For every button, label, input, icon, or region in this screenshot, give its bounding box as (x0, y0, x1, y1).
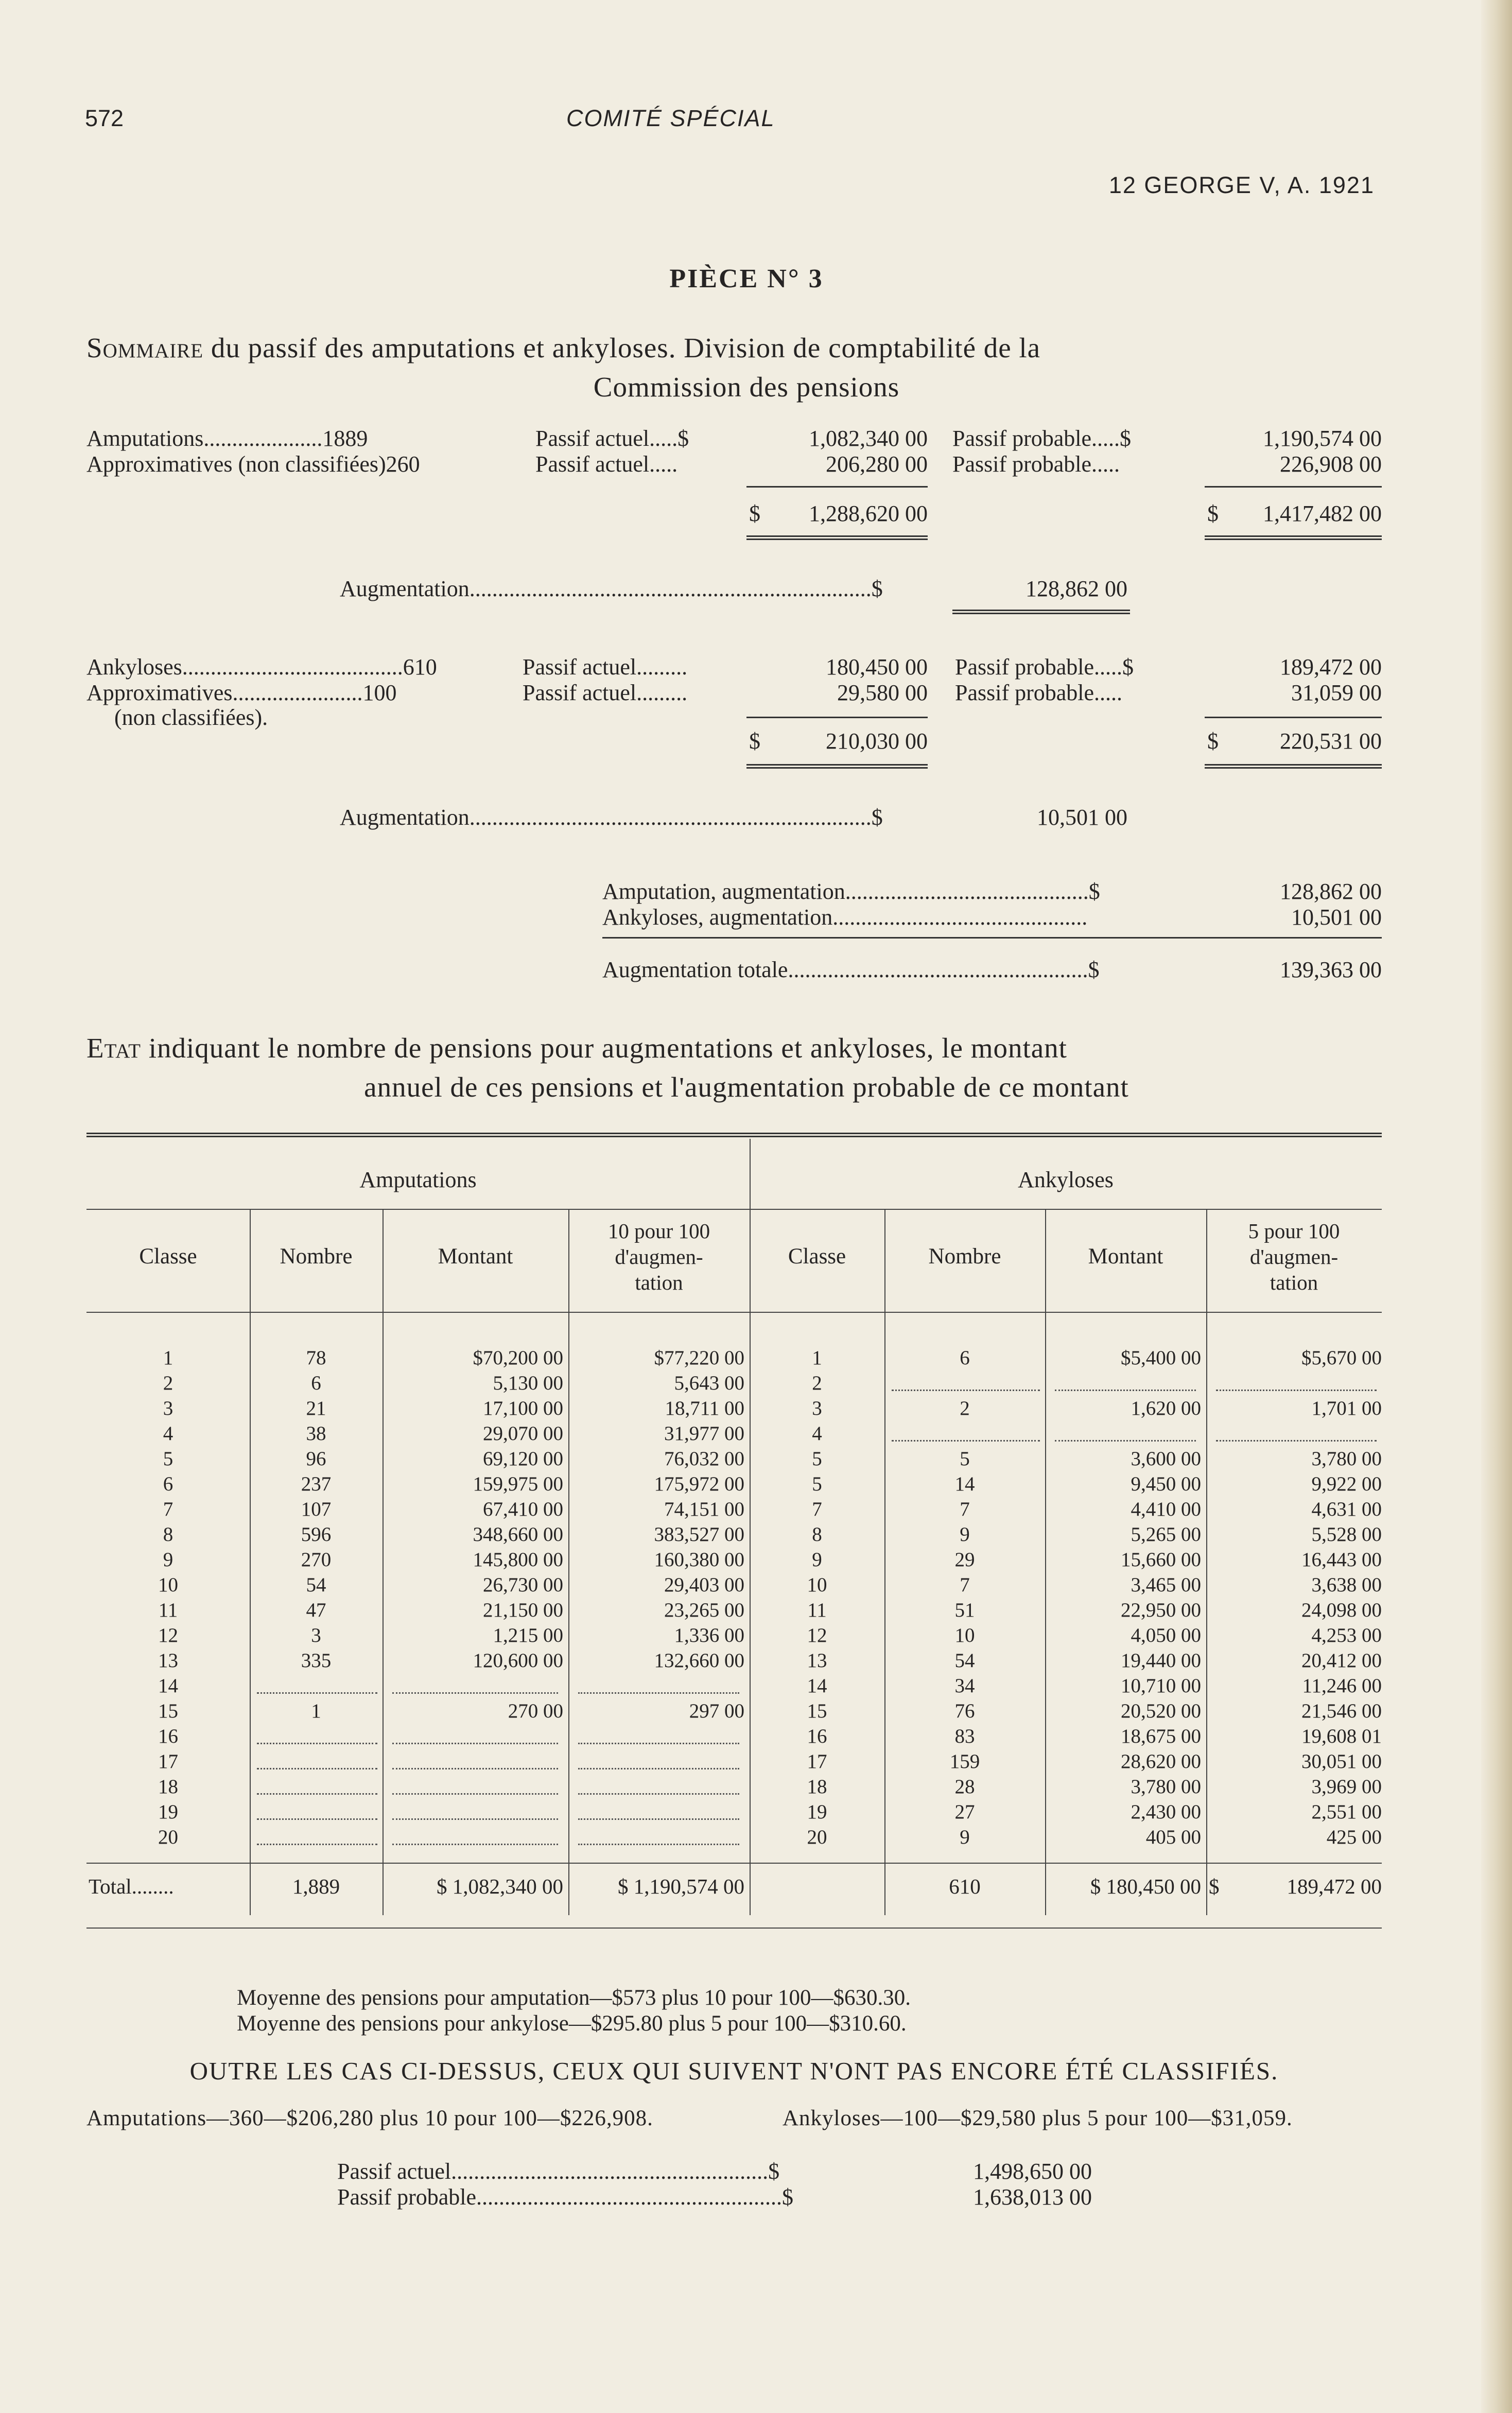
summary-title-line2: Commission des pensions (593, 371, 900, 403)
cell-nombre-ank: 7 (960, 1574, 970, 1596)
cell-nombre-ank: 28 (954, 1776, 975, 1798)
cell-aug-amp: 132,660 00 (654, 1650, 744, 1672)
cell-classe-amp: 3 (163, 1397, 173, 1419)
col-header-aug5-line2: d'augmen- (1249, 1245, 1339, 1269)
total-montant-amp: $ 1,082,340 00 (437, 1874, 563, 1898)
ank-row2-probable-label: Passif probable..... (955, 680, 1123, 705)
cell-montant-ank: 20,520 00 (1121, 1700, 1201, 1722)
amp-row1-actuel-value: 1,082,340 00 (809, 426, 928, 451)
amp-row1-probable-value: 1,190,574 00 (1263, 426, 1382, 451)
cell-classe-amp: 8 (163, 1523, 173, 1546)
ank-augmentation-label: Augmentation.......................................................................$ (340, 805, 883, 830)
cell-nombre-ank: 83 (954, 1725, 975, 1747)
cell-aug-amp: 383,527 00 (654, 1523, 744, 1546)
cell-classe-amp: 16 (158, 1725, 178, 1747)
cell-classe-ank: 13 (807, 1650, 827, 1672)
moyenne-amputation: Moyenne des pensions pour amputation—$573 plus 10 pour 100—$630.30. (237, 1986, 911, 2010)
table-top-double-rule (86, 1133, 1382, 1137)
cell-aug-ank: 1,701 00 (1311, 1397, 1382, 1419)
ank-total-double-rule-probable (1205, 764, 1382, 769)
amp-row2-probable-value: 226,908 00 (1280, 452, 1382, 477)
cell-classe-amp: 18 (158, 1776, 178, 1798)
ank-row1-probable-value: 189,472 00 (1280, 654, 1382, 680)
ank-total-double-rule-actuel (746, 764, 928, 769)
cell-montant-ank: 28,620 00 (1121, 1750, 1201, 1773)
cell-montant-ank: 18,675 00 (1121, 1725, 1201, 1747)
cell-nombre-amp: 596 (301, 1523, 332, 1546)
cell-montant-amp: 26,730 00 (483, 1574, 563, 1596)
cell-aug-amp: 31,977 00 (664, 1422, 744, 1445)
ank-row1-actuel-value: 180,450 00 (826, 654, 928, 680)
cell-aug-amp: 76,032 00 (664, 1448, 744, 1470)
total-aug-ank: 189,472 00 (1287, 1874, 1382, 1898)
amp-row1-probable-label: Passif probable.....$ (952, 426, 1132, 451)
cell-nombre-amp: 1 (311, 1700, 321, 1722)
cell-classe-amp: 2 (163, 1372, 173, 1394)
cell-nombre-ank: 10 (954, 1624, 975, 1646)
empty-cell-leader (392, 1768, 558, 1769)
cell-aug-amp: 18,711 00 (665, 1397, 744, 1419)
amp-row2-probable-label: Passif probable..... (952, 452, 1120, 477)
table-divider-6 (1045, 1210, 1046, 1915)
empty-cell-leader (578, 1768, 739, 1769)
cell-aug-amp: 23,265 00 (664, 1599, 744, 1621)
cell-nombre-amp: 47 (306, 1599, 326, 1621)
ank-subtotal-rule-probable (1205, 717, 1382, 718)
cell-classe-ank: 14 (807, 1675, 827, 1697)
ank-total-probable-value: 220,531 00 (1280, 728, 1382, 754)
cell-classe-ank: 2 (812, 1372, 822, 1394)
recap-total-value: 139,363 00 (1280, 957, 1382, 982)
amp-total-probable-value: 1,417,482 00 (1263, 501, 1382, 526)
group-header-ankyloses: Ankyloses (1018, 1167, 1114, 1192)
cell-nombre-ank: 76 (954, 1700, 975, 1722)
cell-classe-ank: 8 (812, 1523, 822, 1546)
ank-augmentation-value: 10,501 00 (1037, 805, 1127, 830)
cell-classe-ank: 19 (807, 1801, 827, 1823)
cell-montant-ank: 9,450 00 (1131, 1473, 1201, 1495)
cell-aug-amp: 297 00 (689, 1700, 744, 1722)
page-number: 572 (85, 105, 124, 131)
cell-nombre-amp: 54 (306, 1574, 326, 1596)
ank-row1-label: Ankyloses.......................................610 (86, 654, 437, 680)
cell-classe-ank: 5 (812, 1473, 822, 1495)
cell-montant-amp: 21,150 00 (483, 1599, 563, 1621)
cell-classe-ank: 11 (807, 1599, 827, 1621)
total-top-rule (86, 1863, 1382, 1864)
footer-amputations-line: Amputations—360—$206,280 plus 10 pour 100—$226,908. (86, 2106, 653, 2130)
col-header-rule (86, 1312, 1382, 1313)
empty-cell-leader (257, 1844, 377, 1845)
cell-montant-amp: 159,975 00 (473, 1473, 563, 1495)
cell-classe-amp: 1 (163, 1347, 173, 1369)
ank-row2-label: Approximatives.......................100 (86, 680, 397, 705)
col-header-nombre-2: Nombre (928, 1244, 1001, 1269)
cell-classe-amp: 11 (158, 1599, 178, 1621)
running-title: COMITÉ SPÉCIAL (566, 105, 775, 131)
empty-cell-leader (257, 1743, 377, 1744)
cell-montant-ank: 3,780 00 (1131, 1776, 1201, 1798)
col-header-aug5-line3: tation (1270, 1271, 1318, 1294)
cell-montant-amp: 17,100 00 (483, 1397, 563, 1419)
cell-nombre-amp: 107 (301, 1498, 332, 1520)
recap-rule (602, 937, 1382, 939)
cell-classe-ank: 7 (812, 1498, 822, 1520)
cell-montant-ank: 2,430 00 (1131, 1801, 1201, 1823)
cell-nombre-amp: 237 (301, 1473, 332, 1495)
col-header-montant-2: Montant (1088, 1244, 1163, 1269)
recap-amputation-value: 128,862 00 (1280, 879, 1382, 904)
cell-classe-ank: 1 (812, 1347, 822, 1369)
empty-cell-leader (392, 1844, 558, 1845)
ank-row2-sublabel: (non classifiées). (114, 705, 268, 730)
page-spine-shadow (1481, 0, 1512, 2413)
empty-cell-leader (392, 1818, 558, 1820)
cell-montant-ank: 10,710 00 (1121, 1675, 1201, 1697)
ank-row2-actuel-value: 29,580 00 (837, 680, 928, 705)
cell-montant-amp: 67,410 00 (483, 1498, 563, 1520)
cell-classe-ank: 12 (807, 1624, 827, 1646)
amp-total-actuel-value: 1,288,620 00 (809, 501, 928, 526)
cell-montant-ank: 15,660 00 (1121, 1549, 1201, 1571)
empty-cell-leader (1055, 1390, 1196, 1391)
cell-nombre-amp: 6 (311, 1372, 321, 1394)
cell-classe-ank: 16 (807, 1725, 827, 1747)
cell-classe-ank: 15 (807, 1700, 827, 1722)
amp-row1-label: Amputations.....................1889 (86, 426, 368, 451)
cell-montant-amp: $70,200 00 (473, 1347, 563, 1369)
cell-aug-ank: 9,922 00 (1311, 1473, 1382, 1495)
table-divider-2 (383, 1210, 384, 1915)
amp-augmentation-value: 128,862 00 (1026, 576, 1127, 601)
cell-aug-ank: $5,670 00 (1301, 1347, 1382, 1369)
cell-aug-ank: 24,098 00 (1301, 1599, 1382, 1621)
cell-nombre-ank: 51 (954, 1599, 975, 1621)
group-header-rule (86, 1209, 1382, 1210)
amp-total-actuel-currency: $ (749, 501, 760, 526)
cell-montant-amp: 1,215 00 (493, 1624, 563, 1646)
cell-classe-ank: 17 (807, 1750, 827, 1773)
table-divider-3 (568, 1210, 569, 1915)
cell-aug-ank: 19,608 01 (1301, 1725, 1382, 1747)
cell-nombre-amp: 21 (306, 1397, 326, 1419)
total-aug-ank-currency: $ (1209, 1874, 1220, 1898)
cell-montant-amp: 29,070 00 (483, 1422, 563, 1445)
session-label: 12 GEORGE V, A. 1921 (1108, 172, 1375, 198)
cell-montant-ank: 3,465 00 (1131, 1574, 1201, 1596)
amp-total-probable-currency: $ (1207, 501, 1219, 526)
cell-classe-amp: 12 (158, 1624, 178, 1646)
cell-aug-ank: 3,638 00 (1311, 1574, 1382, 1596)
cell-aug-amp: 160,380 00 (654, 1549, 744, 1571)
cell-nombre-ank: 29 (954, 1549, 975, 1571)
cell-nombre-ank: 7 (960, 1498, 970, 1520)
ank-row1-actuel-label: Passif actuel......... (523, 654, 688, 680)
cell-aug-ank: 3,969 00 (1311, 1776, 1382, 1798)
cell-montant-amp: 69,120 00 (483, 1448, 563, 1470)
empty-cell-leader (392, 1692, 558, 1694)
amp-row1-actuel-label: Passif actuel.....$ (535, 426, 689, 451)
empty-cell-leader (392, 1743, 558, 1744)
cell-classe-ank: 9 (812, 1549, 822, 1571)
amp-row2-actuel-value: 206,280 00 (826, 452, 928, 477)
cell-classe-amp: 9 (163, 1549, 173, 1571)
cell-montant-amp: 145,800 00 (473, 1549, 563, 1571)
cell-nombre-ank: 54 (954, 1650, 975, 1672)
cell-aug-amp: $77,220 00 (654, 1347, 744, 1369)
col-header-aug5 (1206, 1218, 1382, 1295)
cell-aug-amp: 175,972 00 (654, 1473, 744, 1495)
amp-subtotal-rule-probable (1205, 486, 1382, 488)
empty-cell-leader (578, 1743, 739, 1744)
etat-title (86, 1032, 1067, 1064)
empty-cell-leader (578, 1818, 739, 1820)
recap-ankyloses-label: Ankyloses, augmentation............................................. (602, 905, 1088, 930)
cell-aug-ank: 20,412 00 (1301, 1650, 1382, 1672)
cell-montant-ank: 19,440 00 (1121, 1650, 1201, 1672)
cell-montant-ank: 1,620 00 (1131, 1397, 1201, 1419)
col-header-nombre-1: Nombre (280, 1244, 353, 1269)
group-header-amputations: Amputations (359, 1167, 477, 1192)
etat-title-lead: Etat (86, 1032, 141, 1064)
cell-montant-ank: 4,050 00 (1131, 1624, 1201, 1646)
cell-classe-amp: 17 (158, 1750, 178, 1773)
empty-cell-leader (257, 1768, 377, 1769)
cell-aug-ank: 4,631 00 (1311, 1498, 1382, 1520)
cell-classe-amp: 4 (163, 1422, 173, 1445)
recap-amputation-label: Amputation, augmentation...........................................$ (602, 879, 1100, 904)
empty-cell-leader (257, 1818, 377, 1820)
ank-row1-probable-label: Passif probable.....$ (955, 654, 1134, 680)
summary-title-text: du passif des amputations et ankyloses. Division de comptabilité de la (211, 332, 1041, 363)
cell-aug-amp: 1,336 00 (674, 1624, 744, 1646)
cell-nombre-amp: 78 (306, 1347, 326, 1369)
col-header-aug10-line2: d'augmen- (615, 1245, 703, 1269)
cell-aug-ank: 3,780 00 (1311, 1448, 1382, 1470)
cell-classe-amp: 15 (158, 1700, 178, 1722)
empty-cell-leader (1055, 1440, 1196, 1442)
total-nombre-amp: 1,889 (292, 1874, 340, 1898)
amp-row2-actuel-label: Passif actuel..... (535, 452, 678, 477)
ank-total-actuel-currency: $ (749, 728, 760, 754)
empty-cell-leader (257, 1793, 377, 1795)
cell-montant-amp: 348,660 00 (473, 1523, 563, 1546)
moyenne-ankylose: Moyenne des pensions pour ankylose—$295.80 plus 5 pour 100—$310.60. (237, 2011, 907, 2036)
amp-augmentation-label: Augmentation.......................................................................$ (340, 576, 883, 601)
cell-classe-amp: 10 (158, 1574, 178, 1596)
amp-row2-label: Approximatives (non classifiées)260 (86, 452, 420, 477)
empty-cell-leader (578, 1692, 739, 1694)
cell-nombre-ank: 14 (954, 1473, 975, 1495)
passif-probable-label: Passif probable......................................................$ (337, 2184, 794, 2210)
cell-aug-amp: 5,643 00 (674, 1372, 744, 1394)
cell-classe-amp: 6 (163, 1473, 173, 1495)
etat-title-line2: annuel de ces pensions et l'augmentation probable de ce montant (364, 1071, 1129, 1103)
empty-cell-leader (1216, 1440, 1377, 1442)
cell-montant-amp: 5,130 00 (493, 1372, 563, 1394)
col-header-aug10 (568, 1218, 750, 1295)
recap-total-label: Augmentation totale.....................................................$ (602, 957, 1100, 982)
empty-cell-leader (892, 1390, 1040, 1391)
cell-nombre-ank: 9 (960, 1826, 970, 1848)
empty-cell-leader (892, 1440, 1040, 1442)
cell-aug-ank: 425 00 (1326, 1826, 1382, 1848)
piece-title: PIÈCE N° 3 (669, 264, 824, 293)
etat-title-text: indiquant le nombre de pensions pour augmentations et ankyloses, le montant (148, 1032, 1067, 1064)
summary-title (86, 332, 1040, 364)
summary-title-lead: Sommaire (86, 332, 204, 363)
cell-nombre-ank: 2 (960, 1397, 970, 1419)
cell-classe-amp: 20 (158, 1826, 178, 1848)
cell-nombre-ank: 5 (960, 1448, 970, 1470)
cell-montant-ank: $5,400 00 (1121, 1347, 1201, 1369)
passif-probable-value: 1,638,013 00 (973, 2184, 1092, 2210)
cell-nombre-amp: 3 (311, 1624, 321, 1646)
cell-aug-ank: 4,253 00 (1311, 1624, 1382, 1646)
cell-classe-amp: 7 (163, 1498, 173, 1520)
cell-nombre-amp: 335 (301, 1650, 332, 1672)
empty-cell-leader (392, 1793, 558, 1795)
table-divider-7 (1206, 1210, 1207, 1915)
amp-subtotal-rule-actuel (746, 486, 928, 488)
ank-total-probable-currency: $ (1207, 728, 1219, 754)
amp-total-double-rule-probable (1205, 535, 1382, 540)
amp-augmentation-double-rule (952, 610, 1130, 614)
cell-classe-ank: 20 (807, 1826, 827, 1848)
ank-total-actuel-value: 210,030 00 (826, 728, 928, 754)
ank-row2-probable-value: 31,059 00 (1291, 680, 1382, 705)
cell-aug-ank: 5,528 00 (1311, 1523, 1382, 1546)
cell-nombre-amp: 96 (306, 1448, 326, 1470)
cell-nombre-ank: 34 (954, 1675, 975, 1697)
passif-actuel-label: Passif actuel........................................................$ (337, 2159, 780, 2184)
col-header-aug5-line1: 5 pour 100 (1248, 1219, 1340, 1243)
cell-classe-ank: 10 (807, 1574, 827, 1596)
col-header-montant-1: Montant (438, 1244, 513, 1269)
cell-montant-ank: 5,265 00 (1131, 1523, 1201, 1546)
cell-montant-ank: 405 00 (1145, 1826, 1201, 1848)
col-header-aug10-line3: tation (635, 1271, 683, 1294)
cell-nombre-ank: 159 (949, 1750, 980, 1773)
cell-classe-ank: 3 (812, 1397, 822, 1419)
cell-classe-amp: 13 (158, 1650, 178, 1672)
cell-classe-ank: 18 (807, 1776, 827, 1798)
total-label: Total........ (89, 1874, 174, 1898)
total-aug-amp: $ 1,190,574 00 (618, 1874, 744, 1898)
cell-montant-ank: 22,950 00 (1121, 1599, 1201, 1621)
total-montant-ank: $ 180,450 00 (1090, 1874, 1201, 1898)
cell-aug-ank: 2,551 00 (1311, 1801, 1382, 1823)
cell-nombre-amp: 270 (301, 1549, 332, 1571)
cell-classe-amp: 14 (158, 1675, 178, 1697)
cell-aug-ank: 11,246 00 (1302, 1675, 1382, 1697)
cell-montant-amp: 270 00 (508, 1700, 563, 1722)
recap-ankyloses-value: 10,501 00 (1291, 905, 1382, 930)
cell-aug-ank: 30,051 00 (1301, 1750, 1382, 1773)
footer-ankyloses-line: Ankyloses—100—$29,580 plus 5 pour 100—$31,059. (783, 2106, 1293, 2130)
cell-nombre-amp: 38 (306, 1422, 326, 1445)
cell-nombre-ank: 6 (960, 1347, 970, 1369)
cell-aug-ank: 16,443 00 (1301, 1549, 1382, 1571)
cell-nombre-ank: 9 (960, 1523, 970, 1546)
col-header-classe-2: Classe (788, 1244, 846, 1269)
cell-classe-ank: 4 (812, 1422, 822, 1445)
ank-row2-actuel-label: Passif actuel......... (523, 680, 688, 705)
passif-actuel-value: 1,498,650 00 (973, 2159, 1092, 2184)
cell-classe-ank: 5 (812, 1448, 822, 1470)
cell-nombre-ank: 27 (954, 1801, 975, 1823)
cell-classe-amp: 5 (163, 1448, 173, 1470)
outre-heading: OUTRE LES CAS CI-DESSUS, CEUX QUI SUIVENT N'ONT PAS ENCORE ÉTÉ CLASSIFIÉS. (189, 2057, 1279, 2085)
amp-total-double-rule-actuel (746, 535, 928, 540)
cell-aug-amp: 29,403 00 (664, 1574, 744, 1596)
empty-cell-leader (578, 1844, 739, 1845)
total-nombre-ank: 610 (949, 1874, 981, 1898)
col-header-aug10-line1: 10 pour 100 (607, 1219, 710, 1243)
empty-cell-leader (578, 1793, 739, 1795)
cell-aug-ank: 21,546 00 (1301, 1700, 1382, 1722)
table-bottom-rule (86, 1928, 1382, 1929)
ank-subtotal-rule-actuel (746, 717, 928, 718)
col-header-classe-1: Classe (139, 1244, 197, 1269)
empty-cell-leader (1216, 1390, 1377, 1391)
empty-cell-leader (257, 1692, 377, 1694)
cell-montant-ank: 4,410 00 (1131, 1498, 1201, 1520)
cell-montant-amp: 120,600 00 (473, 1650, 563, 1672)
cell-classe-amp: 19 (158, 1801, 178, 1823)
cell-montant-ank: 3,600 00 (1131, 1448, 1201, 1470)
cell-aug-amp: 74,151 00 (664, 1498, 744, 1520)
